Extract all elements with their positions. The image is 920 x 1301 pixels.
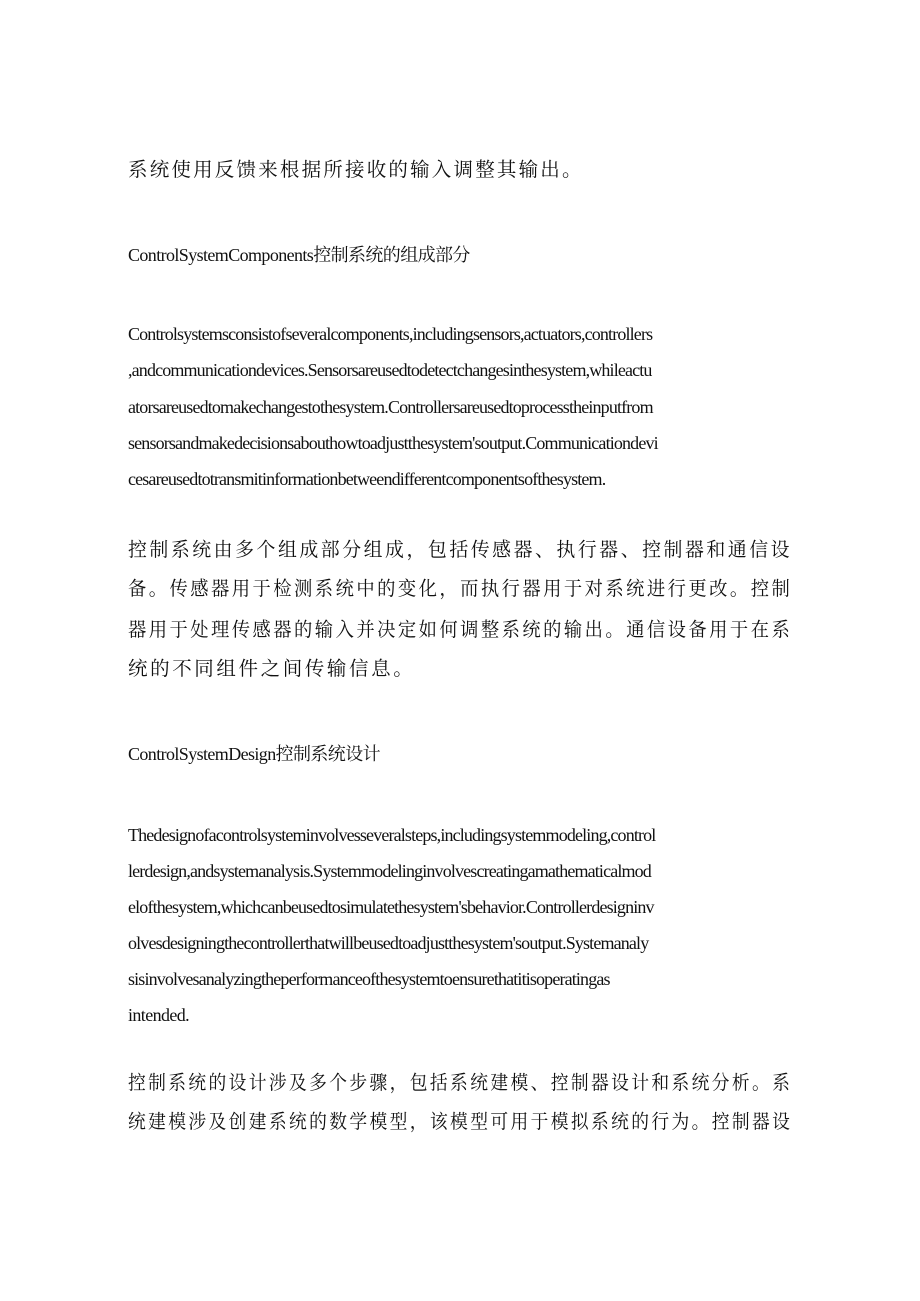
paragraph-line: cesareusedtotransmitinformationbetweendifferentcomponentsofthesystem.	[128, 469, 606, 489]
paragraph-line: lerdesign,andsystemanalysis.Systemmodelinginvolvescreatingamathematicalmod	[128, 861, 651, 881]
paragraph-line: olvesdesigningthecontrollerthatwillbeusedtoadjustthesystem'soutput.Systemanaly	[128, 933, 649, 953]
paragraph-line: 器用于处理传感器的输入并决定如何调整系统的输出。通信设备用于在系	[128, 618, 793, 641]
paragraph-line: 控制系统的设计涉及多个步骤，包括系统建模、控制器设计和系统分析。系	[128, 1071, 793, 1094]
intro-paragraph-cn: 系统使用反馈来根据所接收的输入调整其输出。	[128, 158, 584, 181]
paragraph-line: sisinvolvesanalyzingtheperformanceofthesystemtoensurethatitisoperatingas	[128, 969, 610, 989]
paragraph-line: sensorsandmakedecisionsabouthowtoadjustthesystem'soutput.Communicationdevi	[128, 433, 658, 453]
paragraph-line: ,andcommunicationdevices.Sensorsareusedtodetectchangesinthesystem,whileactu	[128, 360, 652, 380]
paragraph-line: 备。传感器用于检测系统中的变化，而执行器用于对系统进行更改。控制	[128, 577, 793, 600]
section-heading-components: ControlSystemComponents控制系统的组成部分	[128, 245, 470, 265]
paragraph-line: intended.	[128, 1005, 190, 1025]
paragraph-line: atorsareusedtomakechangestothesystem.Controllersareusedtoprocesstheinputfrom	[128, 397, 653, 417]
paragraph-line: 统的不同组件之间传输信息。	[128, 657, 416, 680]
section-heading-design: ControlSystemDesign控制系统设计	[128, 744, 381, 764]
paragraph-line: 控制系统由多个组成部分组成，包括传感器、执行器、控制器和通信设	[128, 538, 793, 561]
paragraph-line: Controlsystemsconsistofseveralcomponents,includingsensors,actuators,controllers	[128, 324, 653, 344]
paragraph-line: elofthesystem,whichcanbeusedtosimulatethesystem'sbehavior.Controllerdesigninv	[128, 897, 654, 917]
paragraph-line: 统建模涉及创建系统的数学模型，该模型可用于模拟系统的行为。控制器设	[128, 1110, 793, 1133]
paragraph-line: Thedesignofacontrolsysteminvolvesseveralsteps,includingsystemmodeling,control	[128, 825, 656, 845]
